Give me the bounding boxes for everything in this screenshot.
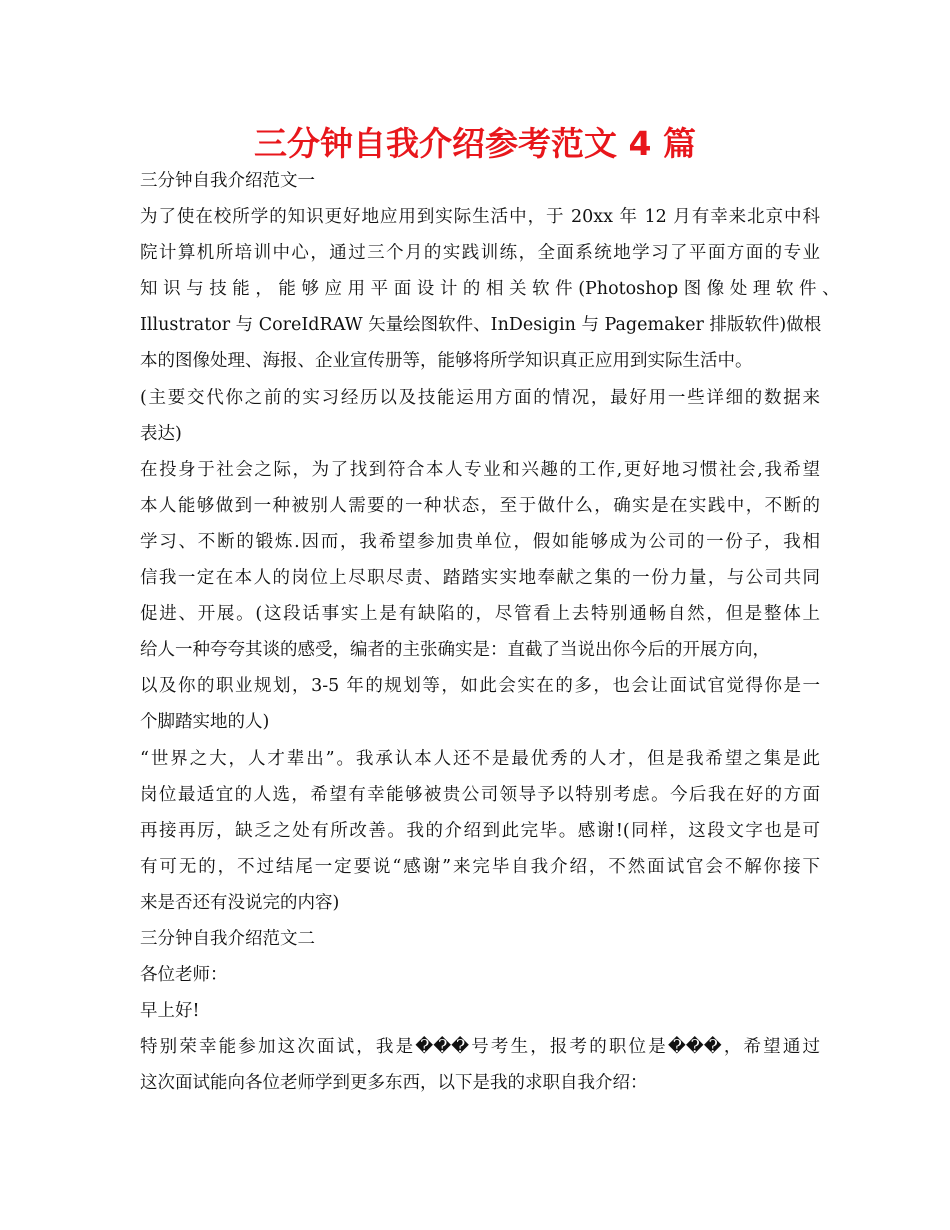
text-line: 岗位最适宜的人选，希望有幸能够被贵公司领导予以特别考虑。今后我在好的方面 <box>140 784 820 805</box>
text-line: 个脚踏实地的人) <box>140 712 270 733</box>
text-line: 表达) <box>140 423 182 444</box>
text-line: Illustrator 与 CoreIdRAW 矢量绘图软件、InDesigin 与 Pagemaker 排版软件)做根 <box>140 315 822 336</box>
text-line: 有可无的，不过结尾一定要说“感谢”来完毕自我介绍，不然面试官会不解你接下 <box>140 856 820 877</box>
text-line: 信我一定在本人的岗位上尽职尽责、踏踏实实地奉献之集的一份力量，与公司共同 <box>140 568 820 589</box>
text-line: 三分钟自我介绍范文二 <box>140 928 315 949</box>
text-line: 来是否还有没说完的内容) <box>140 892 340 913</box>
text-line: 三分钟自我介绍范文一 <box>140 171 315 191</box>
text-line: 以及你的职业规划，3-5 年的规划等，如此会实在的多，也会让面试官觉得你是一 <box>140 676 820 697</box>
text-line: 给人一种夸夸其谈的感受，编者的主张确实是：直截了当说出你今后的开展方向， <box>140 640 770 661</box>
text-line: 早上好! <box>140 1001 200 1022</box>
text-line: 在投身于社会之际，为了找到符合本人专业和兴趣的工作,更好地习惯社会,我希望 <box>140 459 820 480</box>
text-line: 再接再厉，缺乏之处有所改善。我的介绍到此完毕。感谢!(同样，这段文字也是可 <box>140 820 820 841</box>
document-title: 三分钟自我介绍参考范文 4 篇 <box>254 124 696 163</box>
text-line: 院计算机所培训中心，通过三个月的实践训练，全面系统地学习了平面方面的专业 <box>140 243 820 264</box>
text-line: 本的图像处理、海报、企业宣传册等，能够将所学知识真正应用到实际生活中。 <box>140 351 753 372</box>
text-line: “世界之大，人才辈出”。我承认本人还不是最优秀的人才，但是我希望之集是此 <box>140 748 820 769</box>
text-line: 学习、不断的锻炼.因而，我希望参加贵单位，假如能够成为公司的一份子，我相 <box>140 531 820 552</box>
text-line: 促进、开展。(这段话事实上是有缺陷的，尽管看上去特别通畅自然，但是整体上 <box>140 604 820 625</box>
text-line: 这次面试能向各位老师学到更多东西，以下是我的求职自我介绍： <box>140 1073 648 1094</box>
text-line: (主要交代你之前的实习经历以及技能运用方面的情况，最好用一些详细的数据来 <box>140 387 820 408</box>
text-line: 知 识 与 技 能 ， 能 够 应 用 平 面 设 计 的 相 关 软 件 (Photoshop 图 像 处 理 软 件 、 <box>140 279 840 300</box>
text-line: 为了使在校所学的知识更好地应用到实际生活中，于 20xx 年 12 月有幸来北京中科 <box>140 207 820 228</box>
text-line: 各位老师： <box>140 965 228 986</box>
document-body <box>140 163 840 1101</box>
text-line: 本人能够做到一种被别人需要的一种状态，至于做什么，确实是在实践中，不断的 <box>140 495 820 516</box>
text-line: 特别荣幸能参加这次面试，我是���号考生，报考的职位是���，希望通过 <box>140 1037 820 1058</box>
